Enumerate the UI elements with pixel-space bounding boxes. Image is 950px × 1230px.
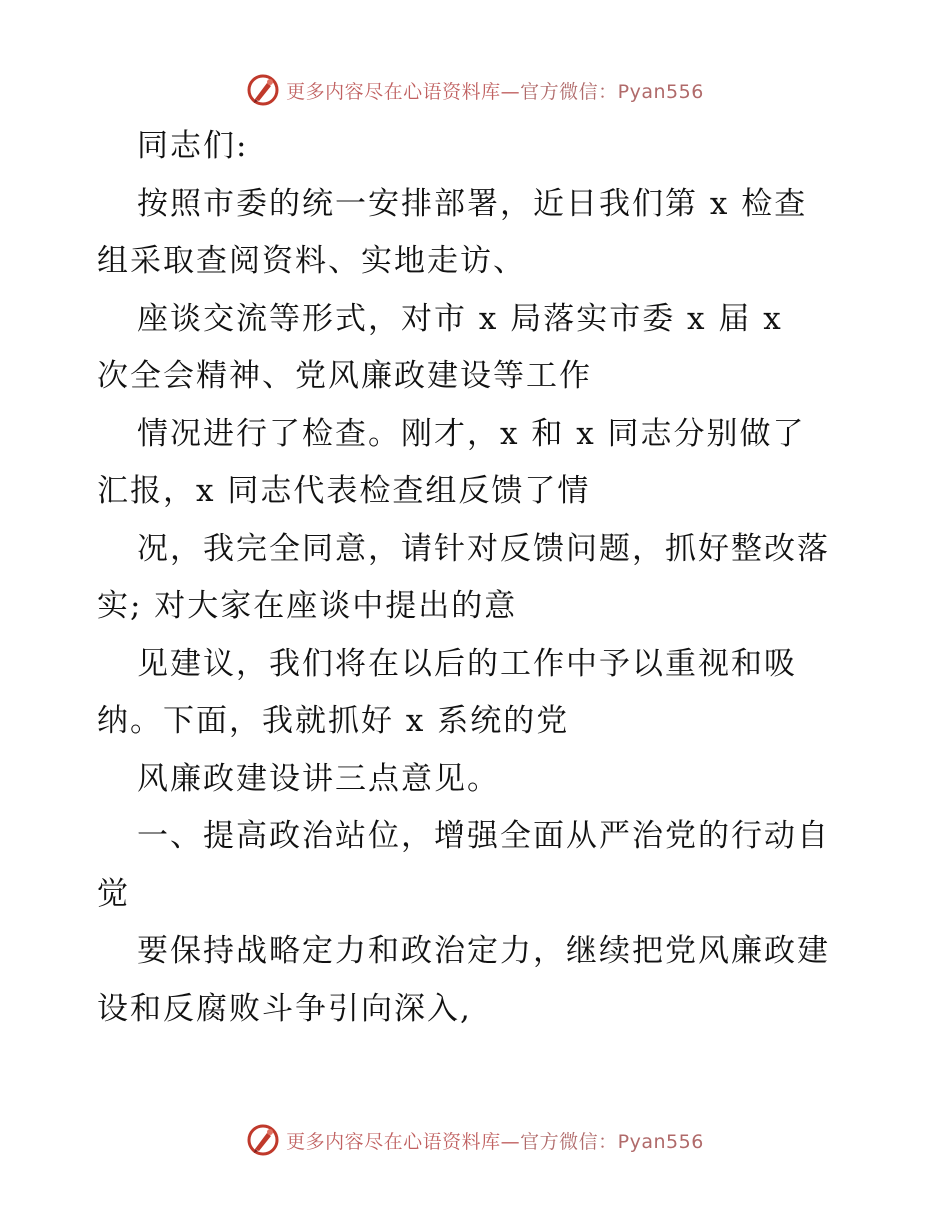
document-body — [97, 118, 867, 1038]
footer-banner-title: 更多内容尽在心语资料库 — [286, 1130, 501, 1153]
text-line: 情况进行了检查。刚才，x 和 x 同志分别做了 — [137, 415, 806, 452]
text-line: 汇报，x 同志代表检查组反馈了情 — [97, 473, 591, 509]
footer-banner-dash: — — [500, 1130, 521, 1153]
footer-banner — [0, 1120, 950, 1160]
text-line: 况，我完全同意，请针对反馈问题，抓好整改落 — [137, 530, 830, 567]
text-line: 觉 — [97, 875, 130, 912]
text-line: 组采取查阅资料、实地走访、 — [97, 243, 526, 279]
header-banner-wechat: 官方微信：Pyan556 — [520, 80, 704, 103]
pen-logo-icon — [246, 1123, 280, 1157]
text-line: 同志们: — [137, 128, 249, 164]
text-line: 按照市委的统一安排部署，近日我们第 x 检查 — [137, 185, 808, 222]
text-line: 要保持战略定力和政治定力，继续把党风廉政建 — [137, 933, 830, 969]
footer-banner-text — [286, 1127, 704, 1154]
text-line: 次全会精神、党风廉政建设等工作 — [97, 358, 592, 394]
pen-logo-icon — [246, 73, 280, 107]
text-line: 实; 对大家在座谈中提出的意 — [97, 588, 518, 624]
text-line: 设和反腐败斗争引向深入, — [97, 990, 472, 1027]
text-line: 纳。下面，我就抓好 x 系统的党 — [97, 703, 570, 739]
text-line: 见建议，我们将在以后的工作中予以重视和吸 — [137, 645, 797, 682]
footer-banner-wechat: 官方微信：Pyan556 — [520, 1130, 704, 1153]
header-banner — [0, 70, 950, 110]
text-line: 座谈交流等形式，对市 x 局落实市委 x 届 x — [137, 300, 783, 337]
header-banner-title: 更多内容尽在心语资料库 — [286, 80, 501, 103]
text-line: 风廉政建设讲三点意见。 — [137, 760, 500, 797]
header-banner-text — [286, 77, 704, 104]
text-line: 一、提高政治站位，增强全面从严治党的行动自 — [137, 818, 830, 854]
header-banner-dash: — — [500, 80, 521, 103]
